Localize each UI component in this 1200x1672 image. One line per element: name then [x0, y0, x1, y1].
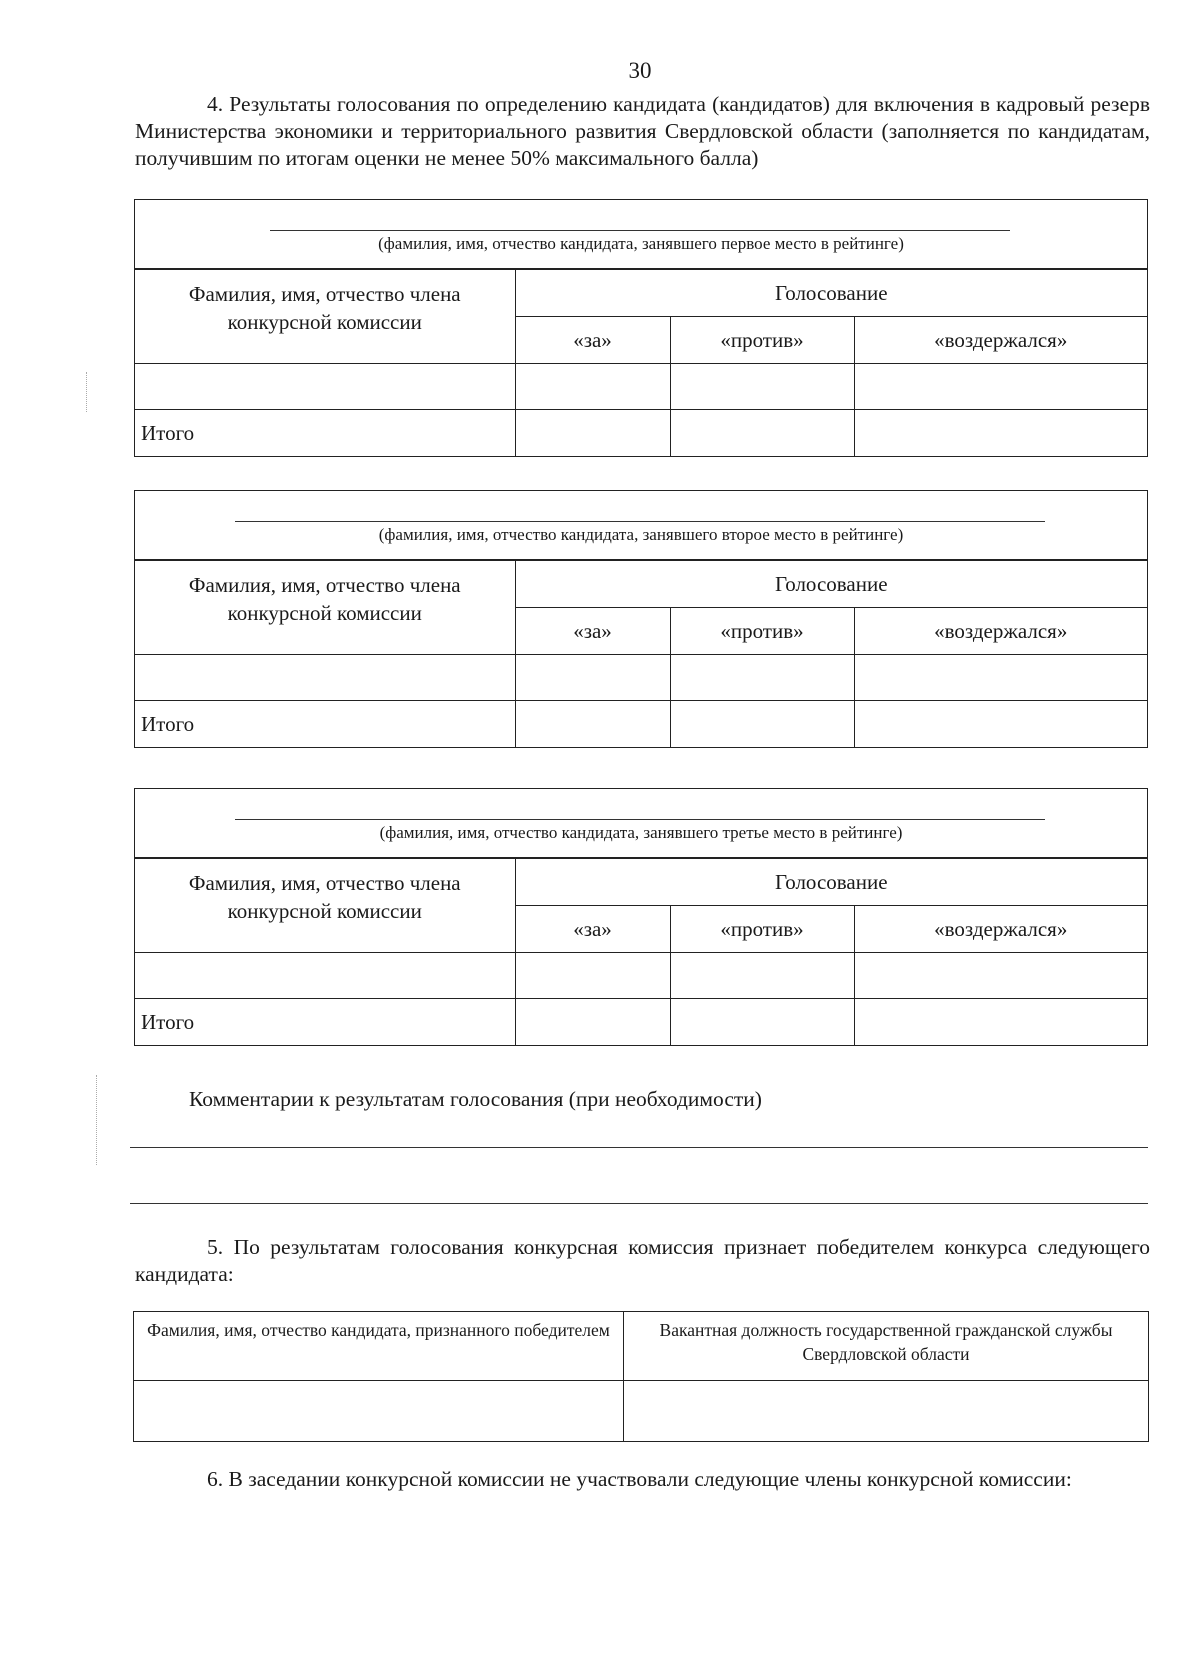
total-against-cell — [670, 999, 854, 1046]
vacant-position-header: Вакантная должность государственной гражданской службы Свердловской области — [624, 1312, 1149, 1381]
option-for: «за» — [515, 317, 670, 364]
section-4-text: 4. Результаты голосования по определению кандидата (кандидатов) для включения в кадровый резерв Министерства экономики и территориального развития Свердловской области (заполняется по кандидатам, получившим по итогам оценки не менее 50% максимального балла) — [135, 92, 1150, 170]
total-against-cell — [670, 701, 854, 748]
comment-line-2 — [130, 1203, 1148, 1204]
total-for-cell — [515, 999, 670, 1046]
voting-header: Голосование — [515, 270, 1147, 317]
option-abstain: «воздержался» — [854, 608, 1147, 655]
for-cell — [515, 655, 670, 701]
abstain-cell — [854, 953, 1147, 999]
member-header: Фамилия, имя, отчество члена конкурсной комиссии — [135, 859, 515, 953]
total-label: Итого — [135, 701, 515, 748]
for-cell — [515, 364, 670, 410]
section-5-text: 5. По результатам голосования конкурсная комиссия признает победителем конкурса следующего кандидата: — [135, 1235, 1150, 1286]
candidate-caption: (фамилия, имя, отчество кандидата, занявшего второе место в рейтинге) — [378, 525, 904, 544]
candidate-caption: (фамилия, имя, отчество кандидата, занявшего третье место в рейтинге) — [379, 823, 903, 842]
option-for: «за» — [515, 608, 670, 655]
candidate-caption-area — [135, 491, 1147, 560]
section-5-paragraph — [135, 1234, 1150, 1288]
candidate-name-line — [235, 521, 1045, 522]
option-abstain: «воздержался» — [854, 906, 1147, 953]
abstain-cell — [854, 364, 1147, 410]
option-for: «за» — [515, 906, 670, 953]
option-abstain: «воздержался» — [854, 317, 1147, 364]
comment-line-1 — [130, 1147, 1148, 1148]
candidate-caption-area — [135, 200, 1147, 269]
winner-table — [133, 1311, 1149, 1442]
option-against: «против» — [670, 608, 854, 655]
member-cell — [135, 953, 515, 999]
vote-table-first-place — [134, 199, 1148, 457]
winner-name-header: Фамилия, имя, отчество кандидата, признанного победителем — [134, 1312, 624, 1381]
comments-label: Комментарии к результатам голосования (при необходимости) — [189, 1087, 762, 1111]
against-cell — [670, 364, 854, 410]
scan-margin-mark — [96, 1075, 97, 1165]
total-label: Итого — [135, 999, 515, 1046]
total-abstain-cell — [854, 410, 1147, 457]
total-abstain-cell — [854, 999, 1147, 1046]
page-number: 30 — [628, 58, 652, 83]
candidate-name-line — [235, 819, 1045, 820]
candidate-name-line — [270, 230, 1010, 231]
vacant-position-cell — [624, 1381, 1149, 1442]
total-abstain-cell — [854, 701, 1147, 748]
section-4-paragraph — [135, 91, 1150, 172]
candidate-caption-area — [135, 789, 1147, 858]
member-header: Фамилия, имя, отчество члена конкурсной комиссии — [135, 270, 515, 364]
option-against: «против» — [670, 317, 854, 364]
member-cell — [135, 655, 515, 701]
section-6-paragraph — [135, 1466, 1150, 1493]
vote-table-second-place — [134, 490, 1148, 748]
section-6-text: 6. В заседании конкурсной комиссии не участвовали следующие члены конкурсной комиссии: — [207, 1467, 1072, 1491]
member-cell — [135, 364, 515, 410]
against-cell — [670, 953, 854, 999]
total-for-cell — [515, 701, 670, 748]
voting-header: Голосование — [515, 859, 1147, 906]
scan-margin-mark — [86, 372, 87, 412]
against-cell — [670, 655, 854, 701]
total-for-cell — [515, 410, 670, 457]
candidate-caption: (фамилия, имя, отчество кандидата, занявшего первое место в рейтинге) — [378, 234, 904, 253]
abstain-cell — [854, 655, 1147, 701]
option-against: «против» — [670, 906, 854, 953]
voting-header: Голосование — [515, 561, 1147, 608]
total-against-cell — [670, 410, 854, 457]
vote-table-third-place — [134, 788, 1148, 1046]
winner-name-cell — [134, 1381, 624, 1442]
total-label: Итого — [135, 410, 515, 457]
for-cell — [515, 953, 670, 999]
member-header: Фамилия, имя, отчество члена конкурсной комиссии — [135, 561, 515, 655]
